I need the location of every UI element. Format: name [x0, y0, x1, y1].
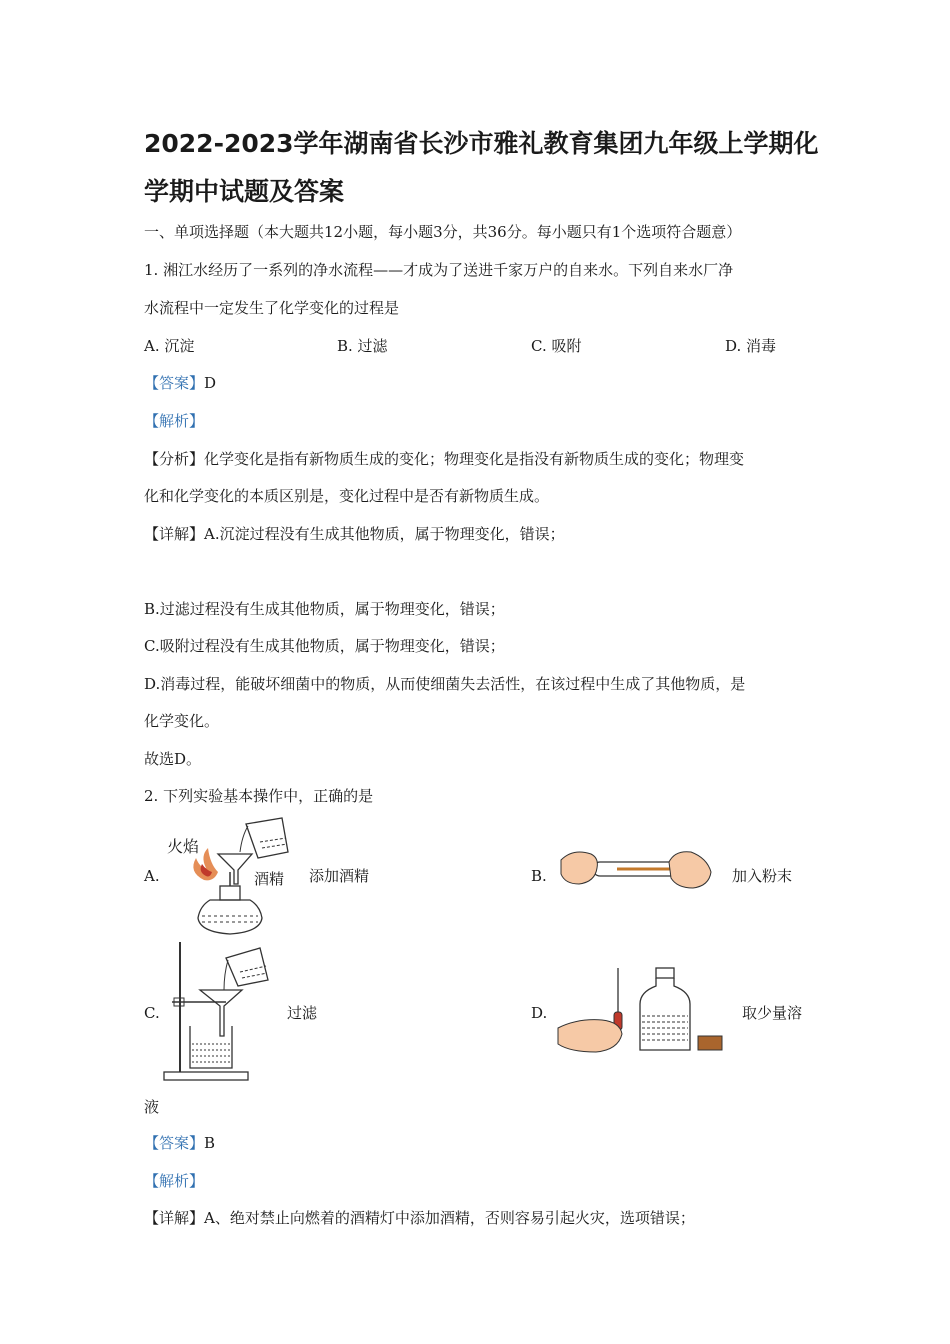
q2-option-a-letter: A. — [144, 867, 160, 885]
q1-analysis-tag: 【解析】 — [144, 412, 205, 430]
q2-option-d-label: 取少量溶 — [742, 1004, 803, 1022]
q2-analysis-tag: 【解析】 — [144, 1172, 205, 1190]
q1-detail-a-text: A.沉淀过程没有生成其他物质，属于物理变化，错误； — [204, 525, 565, 543]
figure-label-flame: 火焰 — [167, 837, 200, 856]
q1-option-a: A. 沉淀 — [144, 337, 195, 355]
q2-option-d-wrap: 液 — [144, 1098, 160, 1116]
figure-label-alcohol: 酒精 — [254, 870, 285, 888]
q1-fenxi-text1: 化学变化是指有新物质生成的变化；物理变化是指没有新物质生成的变化；物理变 — [204, 450, 745, 468]
q2-option-a-label: 添加酒精 — [309, 867, 370, 885]
q1-option-b: B. 过滤 — [337, 337, 388, 355]
q2-detail-tag: 【详解】 — [144, 1209, 205, 1227]
q1-detail-a — [144, 524, 565, 544]
q2-option-b-letter: B. — [531, 867, 547, 885]
q1-answer-value: D — [204, 374, 217, 392]
doc-title-line1: 2022-2023学年湖南省长沙市雅礼教育集团九年级上学期化 — [144, 129, 819, 158]
q2-answer-tag: 【答案】 — [144, 1134, 205, 1152]
q1-answer-tag: 【答案】 — [144, 374, 205, 392]
q1-option-c: C. 吸附 — [531, 337, 582, 355]
q1-fenxi-line2: 化和化学变化的本质区别是，变化过程中是否有新物质生成。 — [144, 487, 550, 505]
q1-detail-c: C.吸附过程没有生成其他物质，属于物理变化，错误； — [144, 637, 505, 655]
filtration-figure — [162, 940, 274, 1086]
q1-detail-tag: 【详解】 — [144, 525, 205, 543]
q1-fenxi-tag: 【分析】 — [144, 450, 205, 468]
q2-option-c-label: 过滤 — [287, 1004, 318, 1022]
q1-stem-line2: 水流程中一定发生了化学变化的过程是 — [144, 299, 400, 317]
q2-answer-value: B — [204, 1134, 216, 1152]
q1-fenxi-line1 — [144, 449, 744, 469]
q2-detail-a — [144, 1208, 695, 1228]
q2-detail-a-text: A、绝对禁止向燃着的酒精灯中添加酒精，否则容易引起火灾，选项错误； — [204, 1209, 695, 1227]
q2-answer-line — [144, 1133, 215, 1153]
dropper-bottle-figure — [556, 964, 726, 1056]
q2-stem: 2. 下列实验基本操作中，正确的是 — [144, 787, 374, 805]
q1-detail-d2: 化学变化。 — [144, 712, 220, 730]
q2-option-b-label: 加入粉末 — [732, 867, 793, 885]
q2-option-c-letter: C. — [144, 1004, 160, 1022]
q2-option-d-letter: D. — [531, 1004, 548, 1022]
q1-answer-line — [144, 373, 216, 393]
doc-title-line2: 学期中试题及答案 — [144, 177, 345, 206]
section-header: 一、单项选择题（本大题共12小题，每小题3分，共36分。每小题只有1个选项符合题意） — [144, 223, 742, 241]
q1-stem-line1: 1. 湘江水经历了一系列的净水流程——才成为了送进千家万户的自来水。下列自来水厂净 — [144, 261, 734, 279]
powder-into-tube-figure — [557, 838, 717, 898]
q1-detail-b: B.过滤过程没有生成其他物质，属于物理变化，错误； — [144, 600, 505, 618]
q1-conclusion: 故选D。 — [144, 750, 202, 768]
q1-option-d: D. 消毒 — [725, 337, 777, 355]
q1-detail-d1: D.消毒过程，能破坏细菌中的物质，从而使细菌失去活性，在该过程中生成了其他物质，是 — [144, 675, 746, 693]
